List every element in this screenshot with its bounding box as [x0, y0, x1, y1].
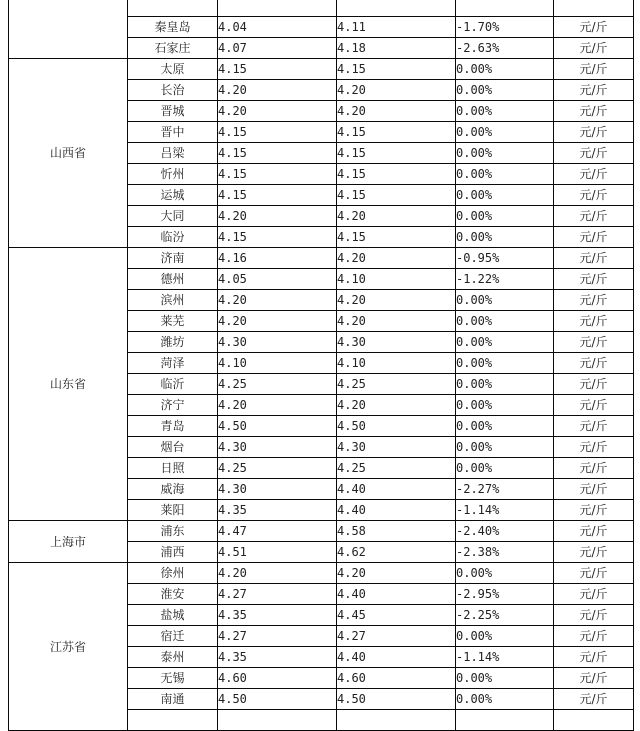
- province-cell: 江苏省: [9, 563, 128, 731]
- price-current-cell: 4.20: [218, 80, 337, 101]
- price-previous-cell: [337, 710, 456, 731]
- city-cell: 秦皇岛: [128, 17, 218, 38]
- change-percent-cell: 0.00%: [456, 626, 554, 647]
- price-previous-cell: 4.62: [337, 542, 456, 563]
- change-percent-cell: 0.00%: [456, 143, 554, 164]
- price-current-cell: 4.10: [218, 353, 337, 374]
- unit-cell: 元/斤: [554, 521, 634, 542]
- price-previous-cell: 4.15: [337, 164, 456, 185]
- city-cell: 宿迁: [128, 626, 218, 647]
- price-table: [8, 0, 634, 731]
- price-current-cell: 4.35: [218, 500, 337, 521]
- price-previous-cell: 4.27: [337, 626, 456, 647]
- unit-cell: 元/斤: [554, 458, 634, 479]
- city-cell: 日照: [128, 458, 218, 479]
- province-cell: 上海市: [9, 521, 128, 563]
- price-current-cell: 4.04: [218, 17, 337, 38]
- city-cell: 滨州: [128, 290, 218, 311]
- change-percent-cell: 0.00%: [456, 395, 554, 416]
- unit-cell: 元/斤: [554, 38, 634, 59]
- change-percent-cell: 0.00%: [456, 458, 554, 479]
- unit-cell: 元/斤: [554, 584, 634, 605]
- unit-cell: 元/斤: [554, 206, 634, 227]
- price-previous-cell: 4.15: [337, 143, 456, 164]
- price-current-cell: 4.27: [218, 584, 337, 605]
- price-previous-cell: 4.18: [337, 38, 456, 59]
- price-current-cell: 4.15: [218, 227, 337, 248]
- price-current-cell: 4.16: [218, 248, 337, 269]
- change-percent-cell: -2.38%: [456, 542, 554, 563]
- city-cell: 临沂: [128, 374, 218, 395]
- price-previous-cell: 4.20: [337, 395, 456, 416]
- change-percent-cell: 0.00%: [456, 59, 554, 80]
- city-cell: 临汾: [128, 227, 218, 248]
- unit-cell: 元/斤: [554, 164, 634, 185]
- price-previous-cell: 4.11: [337, 17, 456, 38]
- price-previous-cell: 4.10: [337, 269, 456, 290]
- change-percent-cell: -0.95%: [456, 248, 554, 269]
- change-percent-cell: -2.40%: [456, 521, 554, 542]
- price-current-cell: 4.51: [218, 542, 337, 563]
- price-previous-cell: 4.50: [337, 689, 456, 710]
- unit-cell: 元/斤: [554, 374, 634, 395]
- price-current-cell: 4.50: [218, 689, 337, 710]
- unit-cell: 元/斤: [554, 290, 634, 311]
- price-previous-cell: 4.40: [337, 584, 456, 605]
- city-cell: 潍坊: [128, 332, 218, 353]
- city-cell: [128, 710, 218, 731]
- table-row: [9, 248, 634, 269]
- change-percent-cell: 0.00%: [456, 185, 554, 206]
- unit-cell: 元/斤: [554, 101, 634, 122]
- city-cell: 淮安: [128, 584, 218, 605]
- change-percent-cell: 0.00%: [456, 689, 554, 710]
- change-percent-cell: -1.70%: [456, 17, 554, 38]
- change-percent-cell: 0.00%: [456, 563, 554, 584]
- price-previous-cell: 4.30: [337, 332, 456, 353]
- province-cell: [9, 0, 128, 59]
- price-previous-cell: [337, 0, 456, 17]
- unit-cell: 元/斤: [554, 437, 634, 458]
- price-previous-cell: 4.45: [337, 605, 456, 626]
- price-previous-cell: 4.20: [337, 80, 456, 101]
- unit-cell: 元/斤: [554, 17, 634, 38]
- table-body: [9, 0, 634, 731]
- price-previous-cell: 4.15: [337, 59, 456, 80]
- city-cell: 吕梁: [128, 143, 218, 164]
- unit-cell: 元/斤: [554, 605, 634, 626]
- city-cell: 烟台: [128, 437, 218, 458]
- price-current-cell: [218, 0, 337, 17]
- change-percent-cell: 0.00%: [456, 227, 554, 248]
- price-previous-cell: 4.25: [337, 458, 456, 479]
- city-cell: 无锡: [128, 668, 218, 689]
- unit-cell: 元/斤: [554, 269, 634, 290]
- price-previous-cell: 4.20: [337, 101, 456, 122]
- price-previous-cell: 4.25: [337, 374, 456, 395]
- city-cell: 莱阳: [128, 500, 218, 521]
- price-current-cell: 4.27: [218, 626, 337, 647]
- change-percent-cell: 0.00%: [456, 332, 554, 353]
- change-percent-cell: 0.00%: [456, 437, 554, 458]
- change-percent-cell: -2.25%: [456, 605, 554, 626]
- price-current-cell: 4.15: [218, 59, 337, 80]
- change-percent-cell: 0.00%: [456, 122, 554, 143]
- unit-cell: 元/斤: [554, 353, 634, 374]
- unit-cell: 元/斤: [554, 227, 634, 248]
- city-cell: 济宁: [128, 395, 218, 416]
- price-current-cell: 4.07: [218, 38, 337, 59]
- change-percent-cell: 0.00%: [456, 164, 554, 185]
- city-cell: 泰州: [128, 647, 218, 668]
- price-previous-cell: 4.15: [337, 227, 456, 248]
- unit-cell: 元/斤: [554, 416, 634, 437]
- change-percent-cell: 0.00%: [456, 206, 554, 227]
- change-percent-cell: -2.27%: [456, 479, 554, 500]
- price-current-cell: 4.15: [218, 185, 337, 206]
- price-current-cell: 4.15: [218, 143, 337, 164]
- change-percent-cell: 0.00%: [456, 353, 554, 374]
- price-previous-cell: 4.20: [337, 311, 456, 332]
- price-current-cell: 4.20: [218, 206, 337, 227]
- table-row: [9, 0, 634, 17]
- price-current-cell: 4.30: [218, 332, 337, 353]
- city-cell: 青岛: [128, 416, 218, 437]
- unit-cell: 元/斤: [554, 122, 634, 143]
- change-percent-cell: [456, 710, 554, 731]
- unit-cell: 元/斤: [554, 311, 634, 332]
- price-previous-cell: 4.40: [337, 479, 456, 500]
- city-cell: 长治: [128, 80, 218, 101]
- change-percent-cell: 0.00%: [456, 101, 554, 122]
- change-percent-cell: -1.14%: [456, 647, 554, 668]
- unit-cell: 元/斤: [554, 185, 634, 206]
- unit-cell: 元/斤: [554, 542, 634, 563]
- price-current-cell: 4.25: [218, 374, 337, 395]
- price-previous-cell: 4.20: [337, 206, 456, 227]
- price-current-cell: 4.15: [218, 164, 337, 185]
- city-cell: 济南: [128, 248, 218, 269]
- price-current-cell: 4.30: [218, 479, 337, 500]
- price-current-cell: 4.20: [218, 101, 337, 122]
- province-cell: 山东省: [9, 248, 128, 521]
- price-previous-cell: 4.20: [337, 290, 456, 311]
- table-row: [9, 563, 634, 584]
- city-cell: 德州: [128, 269, 218, 290]
- city-cell: 盐城: [128, 605, 218, 626]
- change-percent-cell: 0.00%: [456, 668, 554, 689]
- price-current-cell: 4.50: [218, 416, 337, 437]
- unit-cell: 元/斤: [554, 647, 634, 668]
- city-cell: 运城: [128, 185, 218, 206]
- price-previous-cell: 4.50: [337, 416, 456, 437]
- price-previous-cell: 4.10: [337, 353, 456, 374]
- price-previous-cell: 4.60: [337, 668, 456, 689]
- price-previous-cell: 4.30: [337, 437, 456, 458]
- unit-cell: 元/斤: [554, 248, 634, 269]
- unit-cell: 元/斤: [554, 479, 634, 500]
- city-cell: [128, 0, 218, 17]
- city-cell: 浦东: [128, 521, 218, 542]
- price-previous-cell: 4.40: [337, 647, 456, 668]
- table-row: [9, 521, 634, 542]
- change-percent-cell: 0.00%: [456, 80, 554, 101]
- change-percent-cell: 0.00%: [456, 290, 554, 311]
- price-previous-cell: 4.15: [337, 185, 456, 206]
- price-current-cell: 4.20: [218, 311, 337, 332]
- price-previous-cell: 4.20: [337, 563, 456, 584]
- city-cell: 石家庄: [128, 38, 218, 59]
- price-current-cell: 4.20: [218, 395, 337, 416]
- change-percent-cell: 0.00%: [456, 374, 554, 395]
- change-percent-cell: -2.95%: [456, 584, 554, 605]
- city-cell: 晋中: [128, 122, 218, 143]
- unit-cell: 元/斤: [554, 59, 634, 80]
- unit-cell: 元/斤: [554, 689, 634, 710]
- city-cell: 晋城: [128, 101, 218, 122]
- price-current-cell: 4.05: [218, 269, 337, 290]
- price-current-cell: 4.20: [218, 290, 337, 311]
- change-percent-cell: -1.14%: [456, 500, 554, 521]
- unit-cell: 元/斤: [554, 395, 634, 416]
- city-cell: 徐州: [128, 563, 218, 584]
- price-previous-cell: 4.40: [337, 500, 456, 521]
- price-current-cell: 4.60: [218, 668, 337, 689]
- unit-cell: 元/斤: [554, 500, 634, 521]
- price-current-cell: 4.47: [218, 521, 337, 542]
- unit-cell: 元/斤: [554, 332, 634, 353]
- price-previous-cell: 4.58: [337, 521, 456, 542]
- price-previous-cell: 4.20: [337, 248, 456, 269]
- change-percent-cell: 0.00%: [456, 311, 554, 332]
- table-row: [9, 59, 634, 80]
- city-cell: 太原: [128, 59, 218, 80]
- change-percent-cell: [456, 0, 554, 17]
- province-cell: 山西省: [9, 59, 128, 248]
- unit-cell: 元/斤: [554, 563, 634, 584]
- price-current-cell: 4.25: [218, 458, 337, 479]
- city-cell: 菏泽: [128, 353, 218, 374]
- city-cell: 浦西: [128, 542, 218, 563]
- price-current-cell: [218, 710, 337, 731]
- price-current-cell: 4.20: [218, 563, 337, 584]
- unit-cell: 元/斤: [554, 626, 634, 647]
- city-cell: 莱芜: [128, 311, 218, 332]
- change-percent-cell: -1.22%: [456, 269, 554, 290]
- price-previous-cell: 4.15: [337, 122, 456, 143]
- price-current-cell: 4.35: [218, 647, 337, 668]
- unit-cell: [554, 0, 634, 17]
- price-current-cell: 4.30: [218, 437, 337, 458]
- change-percent-cell: 0.00%: [456, 416, 554, 437]
- city-cell: 大同: [128, 206, 218, 227]
- unit-cell: 元/斤: [554, 80, 634, 101]
- change-percent-cell: -2.63%: [456, 38, 554, 59]
- unit-cell: 元/斤: [554, 143, 634, 164]
- unit-cell: 元/斤: [554, 668, 634, 689]
- price-current-cell: 4.35: [218, 605, 337, 626]
- city-cell: 南通: [128, 689, 218, 710]
- city-cell: 忻州: [128, 164, 218, 185]
- unit-cell: [554, 710, 634, 731]
- city-cell: 威海: [128, 479, 218, 500]
- price-current-cell: 4.15: [218, 122, 337, 143]
